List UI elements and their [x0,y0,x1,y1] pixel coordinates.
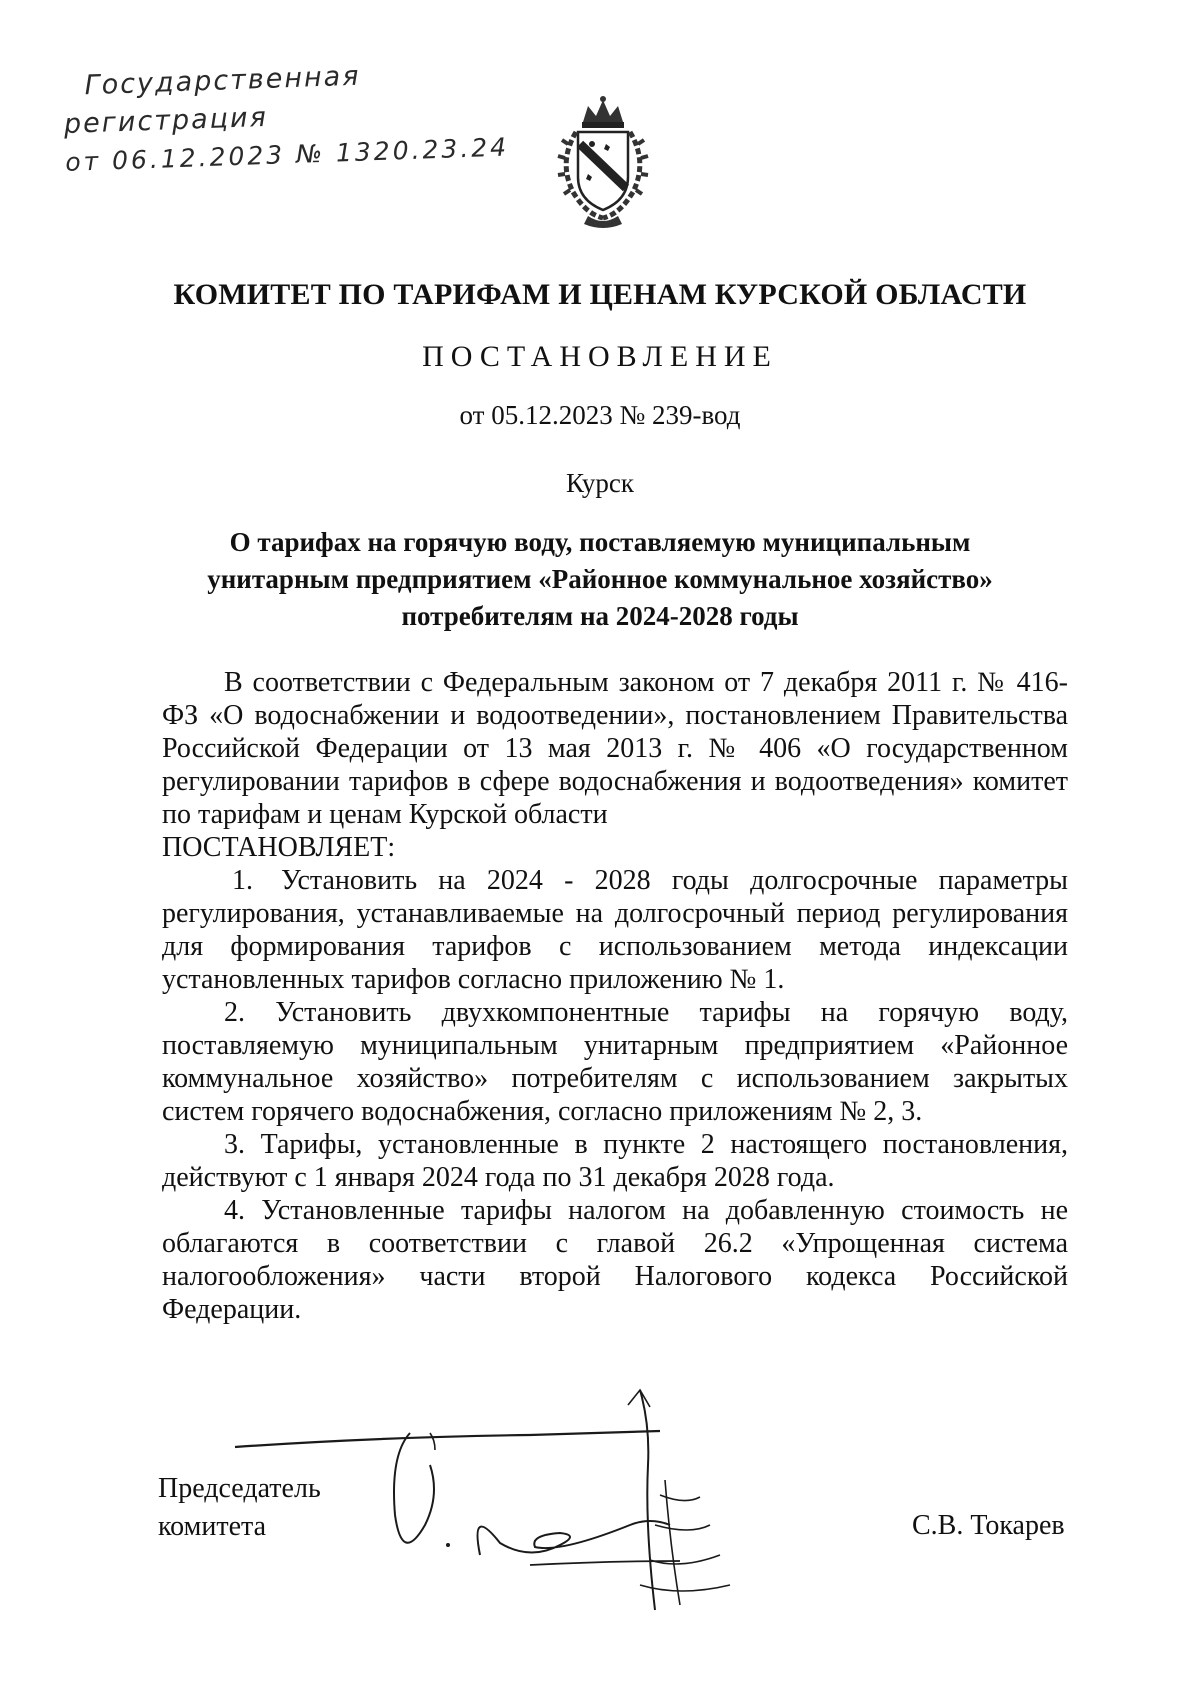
document-type: ПОСТАНОВЛЕНИЕ [422,340,778,373]
kursk-coat-of-arms-icon [548,92,658,232]
document-city: Курск [565,468,635,498]
handnote-line-1: Государственная [84,60,361,102]
document-number: от 05.12.2023 № 239-вод [459,400,741,430]
handnote-line-3: от 06.12.2023 № 1320.23.24 [64,132,510,177]
handwritten-signature-icon [230,1385,790,1615]
decree-word: ПОСТАНОВЛЯЕТ: [162,832,396,863]
document-body [162,666,1068,1326]
preamble-paragraph: В соответствии с Федеральным законом от 7 декабря 2011 г. № 416-ФЗ «О водоснабжении и водоотведении», постановлением Правительства Российской Федерации от 13 мая 2013 г. № 406 «О государственном регулировании тарифов в сфере водоснабжения и водоотведения» комитет по тарифам и ценам Курской области [162,667,1068,830]
title-line-1: О тарифах на горячую воду, поставляемую муниципальным [229,527,971,557]
position-line-2: комитета [158,1511,267,1542]
organization-name: КОМИТЕТ ПО ТАРИФАМ И ЦЕНАМ КУРСКОЙ ОБЛАСТИ [173,278,1027,311]
handwritten-registration-note [62,53,510,182]
document-title [180,524,1020,635]
clause-4: 4. Установленные тарифы налогом на добавленную стоимость не облагаются в соответствии с главой 26.2 «Упрощенная система налогообложения» части второй Налогового кодекса Российской Федерации. [162,1195,1068,1325]
clause-1: 1. Установить на 2024 - 2028 годы долгосрочные параметры регулирования, устанавливаемые на долгосрочный период регулирования для формирования тарифов с использованием метода индексации установленных тарифов согласно приложению № 1. [162,865,1068,995]
title-line-2: унитарным предприятием «Районное коммунальное хозяйство» [207,564,993,594]
clause-3: 3. Тарифы, установленные в пункте 2 настоящего постановления, действуют с 1 января 2024 года по 31 декабря 2028 года. [162,1129,1068,1193]
position-line-1: Председатель [158,1473,321,1504]
signer-name: С.В. Токарев [912,1510,1065,1541]
title-line-3: потребителям на 2024-2028 годы [401,601,799,631]
clause-2: 2. Установить двухкомпонентные тарифы на горячую воду, поставляемую муниципальным унитарным предприятием «Районное коммунальное хозяйство» потребителям с использованием закрытых систем горячего водоснабжения, согласно приложениям № 2, 3. [162,997,1068,1127]
handnote-line-2: регистрация [63,101,269,140]
